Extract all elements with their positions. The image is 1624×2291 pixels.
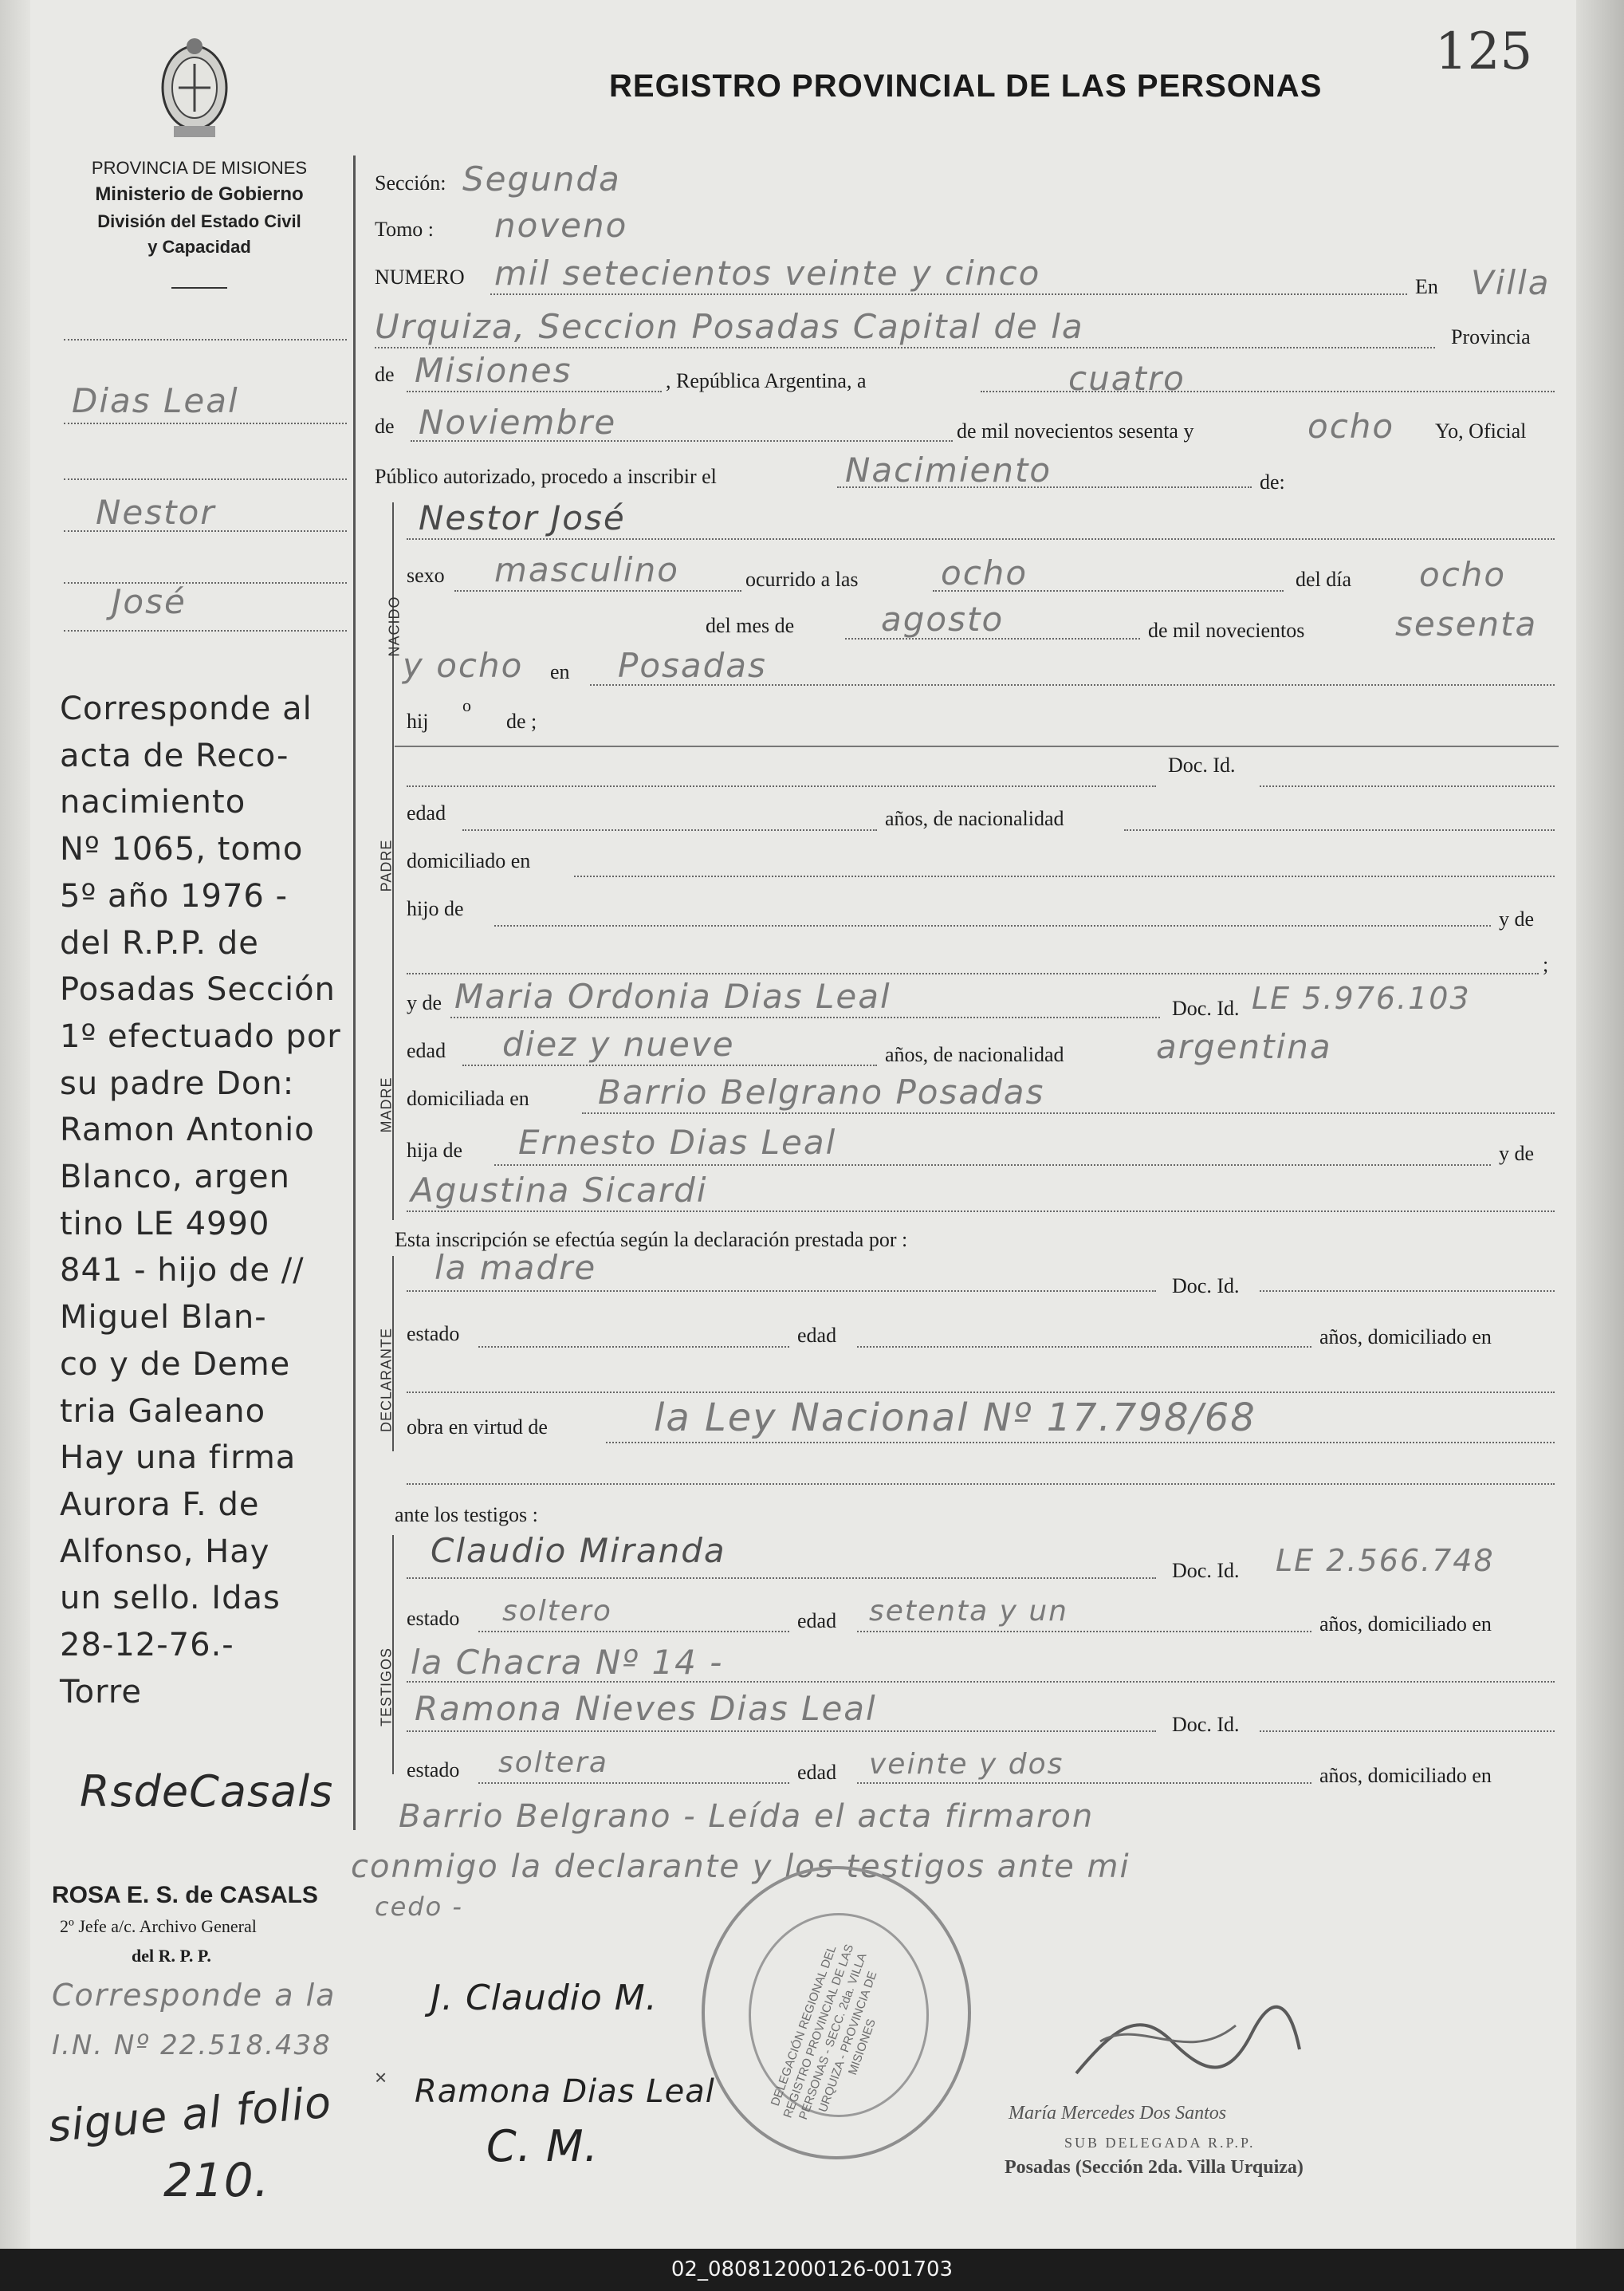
margin-apellido: Dias Leal <box>72 381 239 420</box>
declarante-estado-label: estado <box>407 1322 460 1345</box>
t2-edad-value: veinte y dos <box>869 1748 1064 1781</box>
del-mes-label: del mes de <box>706 614 795 637</box>
testigos-intro: ante los testigos : <box>395 1503 538 1526</box>
provincia-label: Provincia <box>1451 325 1531 348</box>
padre-hijo-de-line <box>494 925 1491 927</box>
declarante-estado-line <box>478 1346 789 1348</box>
coat-of-arms-icon <box>156 32 233 144</box>
obra-label: obra en virtud de <box>407 1415 548 1439</box>
seccion-value: Segunda <box>462 159 621 199</box>
margin-note-line: Torre <box>60 1673 143 1710</box>
margin-note-line: del R.P.P. de <box>60 924 259 962</box>
padre-doc-line <box>1260 785 1555 787</box>
margin-note-line: Hay una firma <box>60 1439 297 1477</box>
t2-doc-label: Doc. Id. <box>1172 1713 1240 1736</box>
padre-edad-line <box>462 829 877 831</box>
padre-madre-line <box>407 973 1539 974</box>
seal-text: DELEGACIÓN REGIONAL DEL REGISTRO PROVINCIAL DE LAS PERSONAS - SECC. 2da. VILLA URQUIZA - PROVINCIA DE MISIONES <box>768 1942 880 2122</box>
t2-nombre: Ramona Nieves Dias Leal <box>415 1689 877 1728</box>
republica-label: , República Argentina, a <box>666 369 867 392</box>
institution-line2: Ministerio de Gobierno <box>95 183 304 205</box>
margin-note-line: Aurora F. de <box>60 1486 260 1523</box>
margin-stamp-role1: 2º Jefe a/c. Archivo General <box>60 1916 257 1936</box>
margin-signature: RsdeCasals <box>80 1766 334 1817</box>
padre-domicilio-line <box>574 876 1555 877</box>
declarante-intro: Esta inscripción se efectúa según la declaración prestada por : <box>395 1228 908 1251</box>
madre-nombre: Maria Ordonia Dias Leal <box>454 977 891 1016</box>
margin-note-line: tino LE 4990 <box>60 1205 270 1242</box>
en-label: En <box>1415 275 1438 298</box>
testigos-section-label: TESTIGOS <box>378 1647 395 1727</box>
madre-edad-value: diez y nueve <box>502 1025 735 1064</box>
numero-value: mil setecientos veinte y cinco <box>494 254 1041 293</box>
nacido-dia-value: ocho <box>1419 555 1507 594</box>
hijo-suffix: o <box>462 695 471 715</box>
margin-note-line: 28-12-76.- <box>60 1627 234 1664</box>
margin-faded-note1: Corresponde a la <box>52 1978 336 2013</box>
de-label: de <box>375 363 395 386</box>
oficial-lugar: Posadas (Sección 2da. Villa Urquiza) <box>1005 2157 1304 2178</box>
madre-doc-label: Doc. Id. <box>1172 997 1240 1020</box>
madre-section-label: MADRE <box>378 1077 395 1133</box>
margin-note-line: Nº 1065, tomo <box>60 831 304 868</box>
t2-estado-value: soltera <box>498 1746 608 1779</box>
firma-testigo2: C. M. <box>486 2121 599 2171</box>
margin-line <box>64 582 347 584</box>
madre-doc-value: LE 5.976.103 <box>1252 981 1471 1016</box>
sexo-value: masculino <box>494 550 679 589</box>
tomo-label: Tomo : <box>375 218 435 241</box>
margin-stamp-name: ROSA E. S. de CASALS <box>52 1882 318 1908</box>
obra-line-2 <box>407 1483 1555 1485</box>
padre-domicilio-label: domiciliado en <box>407 849 531 872</box>
margin-note-line: Corresponde al <box>60 691 313 727</box>
margin-note-line: Posadas Sección <box>60 971 336 1009</box>
sexo-line <box>454 590 741 592</box>
t2-nombre-line <box>407 1730 1156 1732</box>
nacido-anio-value: sesenta <box>1395 604 1538 644</box>
mil-label: de mil novecientos <box>1148 619 1305 642</box>
nacido-mes-line <box>845 638 1140 640</box>
margin-nombre1: Nestor <box>96 493 216 532</box>
declarante-doc-line <box>1260 1290 1555 1292</box>
obra-line <box>606 1442 1555 1443</box>
madre-edad-line <box>462 1065 877 1066</box>
madre-nacionalidad-label: años, de nacionalidad <box>885 1043 1064 1066</box>
margin-note-line: co y de Deme <box>60 1345 291 1383</box>
anio-label: de mil novecientos sesenta y <box>957 419 1194 443</box>
declarante-nombre-line <box>407 1290 1156 1292</box>
margin-faded-note2: I.N. Nº 22.518.438 <box>52 2029 332 2061</box>
margin-note-line: su padre Don: <box>60 1065 295 1102</box>
t1-estado-label: estado <box>407 1607 460 1630</box>
padre-doc-label: Doc. Id. <box>1168 754 1236 777</box>
institution-block <box>72 155 327 259</box>
sexo-label: sexo <box>407 564 445 587</box>
madre-madre-line <box>407 1210 1555 1212</box>
nacido-nombre-line <box>407 538 1555 540</box>
acto-line <box>837 486 1252 488</box>
declarante-nombre: la madre <box>435 1248 597 1287</box>
mes-value: Noviembre <box>419 403 617 442</box>
nacido-mes-value: agosto <box>881 600 1005 639</box>
nacido-en-label: en <box>550 660 570 683</box>
madre-y-de-label2: y de <box>1499 1142 1535 1165</box>
provincia-line <box>407 391 662 392</box>
institution-divider <box>171 287 227 289</box>
margin-note-line: 1º efectuado por <box>60 1018 341 1055</box>
madre-hija-de-line <box>494 1164 1491 1166</box>
madre-domicilio-line <box>582 1112 1555 1114</box>
nacido-anio-value2: y ocho <box>403 646 524 685</box>
anio-value: ocho <box>1307 407 1395 446</box>
hora-line <box>933 590 1284 592</box>
dia-line <box>981 391 1555 392</box>
lugar-line <box>375 347 1435 348</box>
padre-top-rule <box>395 746 1559 747</box>
padre-edad-label: edad <box>407 801 446 825</box>
institution-line4: y Capacidad <box>147 236 251 257</box>
tomo-value: noveno <box>494 206 628 245</box>
firma-madre: Ramona Dias Leal <box>415 2073 715 2110</box>
institution-line3: División del Estado Civil <box>97 211 301 231</box>
margin-nombre2: José <box>112 582 187 621</box>
padre-nacionalidad-label: años, de nacionalidad <box>885 807 1064 830</box>
margin-stamp-role2: del R. P. P. <box>132 1946 211 1966</box>
padre-section-label: PADRE <box>378 839 395 892</box>
margin-line <box>64 339 347 341</box>
t1-domicilio-line <box>407 1681 1555 1683</box>
t1-doc-label: Doc. Id. <box>1172 1559 1240 1582</box>
de-colon: de: <box>1260 470 1285 494</box>
margin-note-line: 841 - hijo de // <box>60 1252 305 1289</box>
oficial-nombre: María Mercedes Dos Santos <box>1009 2103 1227 2124</box>
madre-nombre-line <box>450 1017 1160 1018</box>
margin-note-line: nacimiento <box>60 784 246 821</box>
cierre-line1: conmigo la declarante y los testigos ante mi <box>351 1848 1131 1885</box>
margin-note-line: Ramon Antonio <box>60 1112 315 1149</box>
t2-estado-label: estado <box>407 1758 460 1781</box>
declarante-doc-label: Doc. Id. <box>1172 1274 1240 1297</box>
publico-label: Público autorizado, procedo a inscribir el <box>375 465 717 488</box>
t1-edad-label: edad <box>797 1609 837 1632</box>
t2-domicilio-label: años, domiciliado en <box>1319 1764 1492 1787</box>
t1-doc-value: LE 2.566.748 <box>1276 1543 1495 1578</box>
margin-sigue: sigue al folio <box>45 2076 334 2152</box>
institution-line1: PROVINCIA DE MISIONES <box>91 158 308 178</box>
x-mark: × <box>375 2065 387 2089</box>
acto-value: Nacimiento <box>845 451 1052 490</box>
mes-line <box>411 440 953 442</box>
margin-note-line: Blanco, argen <box>60 1159 290 1196</box>
nacido-lugar-line <box>590 684 1555 686</box>
binding-strip <box>0 0 30 2249</box>
provincia-value: Misiones <box>415 351 572 390</box>
margin-line <box>64 630 347 632</box>
dia-value: cuatro <box>1068 359 1186 398</box>
padre-y-de-label: y de <box>1499 907 1535 931</box>
margin-line <box>64 423 347 424</box>
page-number: 125 <box>1435 22 1533 81</box>
document-title: REGISTRO PROVINCIAL DE LAS PERSONAS <box>609 69 1323 104</box>
margin-note-line: Alfonso, Hay <box>60 1533 270 1570</box>
en-value: Villa <box>1471 263 1551 302</box>
t1-estado-line <box>478 1631 789 1632</box>
numero-label: NUMERO <box>375 266 465 289</box>
firma-testigo1: J. Claudio M. <box>431 1978 658 2018</box>
madre-madre-nombre: Agustina Sicardi <box>411 1171 708 1210</box>
declarante-section-label: DECLARANTE <box>378 1327 395 1433</box>
padre-nombre-line <box>407 785 1156 787</box>
t1-nombre-line <box>407 1577 1156 1579</box>
declarante-edad-line <box>857 1346 1311 1348</box>
margin-note-line: Miguel Blan- <box>60 1299 267 1336</box>
hijo-label: hij <box>407 710 429 733</box>
del-dia-label: del día <box>1296 568 1352 591</box>
padre-semicolon: ; <box>1543 953 1549 976</box>
margin-line <box>64 478 347 480</box>
margin-note-line: 5º año 1976 - <box>60 877 289 915</box>
margin-folio: 210. <box>163 2153 270 2207</box>
declarante-domicilio-label: años, domiciliado en <box>1319 1325 1492 1348</box>
t2-domicilio-value: Barrio Belgrano - Leída el acta firmaron <box>399 1798 1095 1835</box>
hijo-de-label: de ; <box>506 710 537 733</box>
madre-domicilio-value: Barrio Belgrano Posadas <box>598 1073 1045 1112</box>
oficial-signature-icon <box>1068 1994 1307 2097</box>
margin-note-line: tria Galeano <box>60 1392 266 1430</box>
t1-edad-line <box>857 1631 1311 1632</box>
nacido-lugar-value: Posadas <box>618 646 767 685</box>
padre-hijo-de-label: hijo de <box>407 897 464 920</box>
t1-nombre: Claudio Miranda <box>431 1531 726 1570</box>
hora-value: ocho <box>941 553 1028 592</box>
margin-note <box>60 686 355 1715</box>
obra-value: la Ley Nacional Nº 17.798/68 <box>654 1395 1256 1440</box>
image-id-footer: 02_080812000126-001703 <box>0 2249 1624 2291</box>
t1-domicilio-value: la Chacra Nº 14 - <box>411 1643 724 1682</box>
padre-nacionalidad-line <box>1124 829 1555 831</box>
madre-edad-label: edad <box>407 1039 446 1062</box>
madre-nacionalidad-value: argentina <box>1156 1027 1332 1066</box>
declarante-edad-label: edad <box>797 1324 837 1347</box>
madre-domicilio-label: domiciliada en <box>407 1087 529 1110</box>
margin-note-line: acta de Reco- <box>60 737 289 774</box>
t2-estado-line <box>478 1782 789 1784</box>
seal-text-wrap <box>702 1866 965 2153</box>
cierre-line2: cedo - <box>375 1891 463 1922</box>
t1-edad-value: setenta y un <box>869 1595 1068 1628</box>
t1-domicilio-label: años, domiciliado en <box>1319 1612 1492 1636</box>
lugar-value: Urquiza, Seccion Posadas Capital de la <box>375 307 1084 346</box>
declarante-domicilio-line <box>407 1392 1555 1393</box>
numero-line <box>490 293 1407 295</box>
nacido-nombre: Nestor José <box>419 498 626 537</box>
de-label-2: de <box>375 415 395 438</box>
t2-edad-label: edad <box>797 1761 837 1784</box>
oficial-cargo: SUB DELEGADA R.P.P. <box>1064 2135 1256 2151</box>
t2-doc-line <box>1260 1730 1555 1732</box>
t2-edad-line <box>857 1782 1311 1784</box>
ocurrido-label: ocurrido a las <box>745 568 859 591</box>
nacido-section-label: NACIDO <box>386 596 403 657</box>
margin-note-line: un sello. Idas <box>60 1580 281 1617</box>
madre-hija-de-label: hija de <box>407 1139 463 1162</box>
oficial-label: Yo, Oficial <box>1435 419 1527 443</box>
madre-padre-nombre: Ernesto Dias Leal <box>518 1123 837 1162</box>
madre-y-de-label: y de <box>407 991 442 1014</box>
seccion-label: Sección: <box>375 171 446 195</box>
t1-estado-value: soltero <box>502 1595 612 1628</box>
page-edge <box>1576 0 1624 2249</box>
